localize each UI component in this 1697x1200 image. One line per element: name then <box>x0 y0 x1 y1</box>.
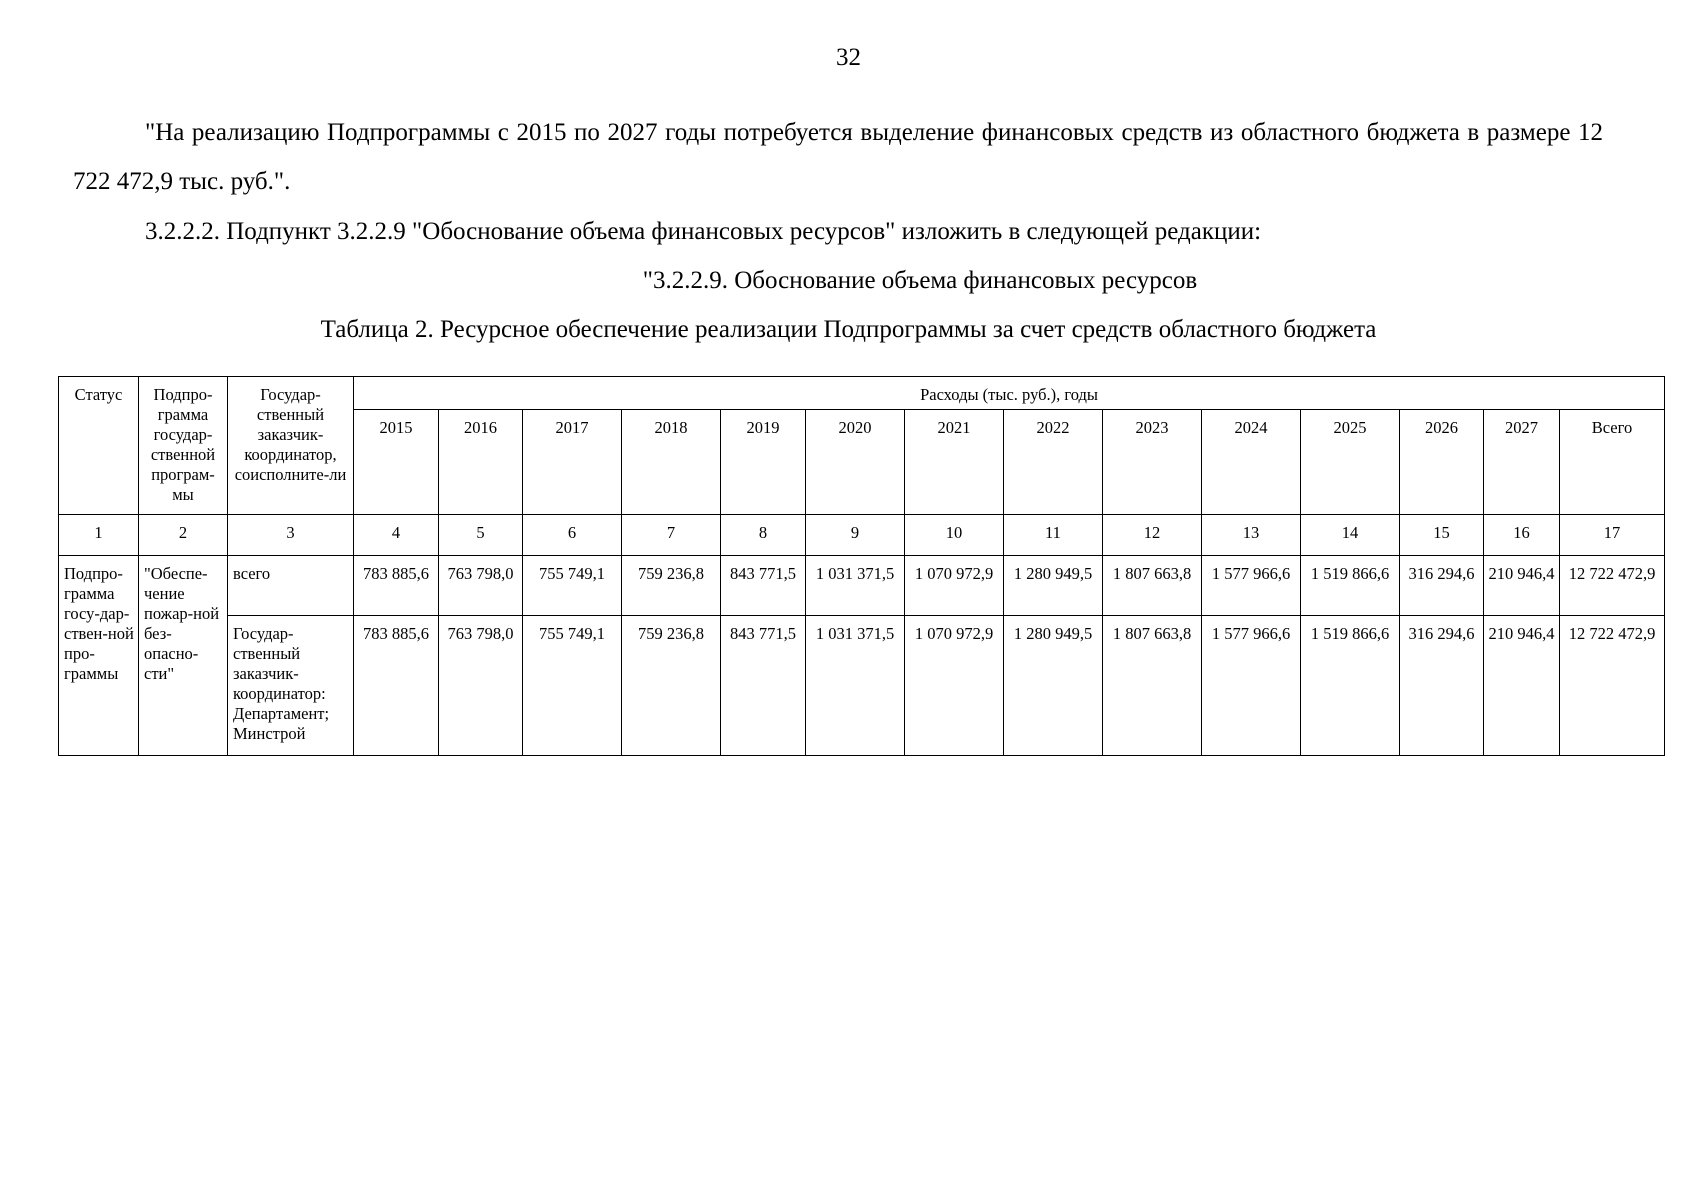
table-caption: Таблица 2. Ресурсное обеспечение реализации Подпрограммы за счет средств областного бюджета <box>320 316 1377 343</box>
value-cell: 1 280 949,5 <box>1004 556 1103 616</box>
value-cell: 843 771,5 <box>721 556 806 616</box>
value-cell: 1 070 972,9 <box>905 556 1004 616</box>
table-row <box>59 616 1665 756</box>
total-cell: 12 722 472,9 <box>1560 556 1665 616</box>
paragraph-amendment: 3.2.2.2. Подпункт 3.2.2.9 "Обоснование объема финансовых ресурсов" изложить в следующей редакции: <box>145 218 1262 245</box>
header-year: 2015 <box>354 410 439 515</box>
header-year: 2026 <box>1400 410 1484 515</box>
column-number-row <box>59 515 1665 556</box>
column-number: 11 <box>1004 515 1103 556</box>
value-cell: 783 885,6 <box>354 616 439 756</box>
resource-table <box>58 376 1665 756</box>
column-number: 1 <box>59 515 139 556</box>
value-cell: 759 236,8 <box>622 616 721 756</box>
value-cell: 759 236,8 <box>622 556 721 616</box>
header-customer: Государ-ственный заказчик-координатор, соисполните-ли <box>228 377 354 515</box>
value-cell: 316 294,6 <box>1400 556 1484 616</box>
value-cell: 1 807 663,8 <box>1103 616 1202 756</box>
value-cell: 1 519 866,6 <box>1301 616 1400 756</box>
value-cell: 1 519 866,6 <box>1301 556 1400 616</box>
header-year: 2027 <box>1484 410 1560 515</box>
value-cell: 763 798,0 <box>439 556 523 616</box>
value-cell: 1 070 972,9 <box>905 616 1004 756</box>
header-year: 2021 <box>905 410 1004 515</box>
header-status: Статус <box>59 377 139 515</box>
column-number: 10 <box>905 515 1004 556</box>
column-number: 14 <box>1301 515 1400 556</box>
row-label: Государ-ственный заказчик-координатор: Департамент; Минстрой <box>228 616 354 756</box>
status-cell: Подпро-грамма госу-дар-ствен-ной про-граммы <box>59 556 139 756</box>
header-subprogram: Подпро-грамма государ-ственной програм-мы <box>139 377 228 515</box>
header-year: 2024 <box>1202 410 1301 515</box>
value-cell: 1 031 371,5 <box>806 616 905 756</box>
header-total: Всего <box>1560 410 1665 515</box>
column-number: 5 <box>439 515 523 556</box>
header-year: 2022 <box>1004 410 1103 515</box>
section-subheading: "3.2.2.9. Обоснование объема финансовых ресурсов <box>642 267 1198 294</box>
header-year: 2017 <box>523 410 622 515</box>
paragraph-financing: "На реализацию Подпрограммы с 2015 по 2027 годы потребуется выделение финансовых средств из областного бюджета в размере 12 722 472,9 тыс. руб.". <box>73 119 1603 195</box>
value-cell: 210 946,4 <box>1484 616 1560 756</box>
column-number: 9 <box>806 515 905 556</box>
value-cell: 755 749,1 <box>523 616 622 756</box>
header-year: 2019 <box>721 410 806 515</box>
header-year: 2016 <box>439 410 523 515</box>
table-row <box>59 556 1665 616</box>
value-cell: 763 798,0 <box>439 616 523 756</box>
value-cell: 843 771,5 <box>721 616 806 756</box>
value-cell: 210 946,4 <box>1484 556 1560 616</box>
page-number: 32 <box>836 44 861 71</box>
header-year: 2023 <box>1103 410 1202 515</box>
column-number: 6 <box>523 515 622 556</box>
total-cell: 12 722 472,9 <box>1560 616 1665 756</box>
column-number: 16 <box>1484 515 1560 556</box>
header-expenses: Расходы (тыс. руб.), годы <box>354 377 1665 410</box>
header-year: 2018 <box>622 410 721 515</box>
value-cell: 316 294,6 <box>1400 616 1484 756</box>
column-number: 13 <box>1202 515 1301 556</box>
column-number: 3 <box>228 515 354 556</box>
column-number: 17 <box>1560 515 1665 556</box>
header-year: 2025 <box>1301 410 1400 515</box>
value-cell: 1 031 371,5 <box>806 556 905 616</box>
header-year: 2020 <box>806 410 905 515</box>
column-number: 15 <box>1400 515 1484 556</box>
subprogram-cell: "Обеспе-чение пожар-ной без-опасно-сти" <box>139 556 228 756</box>
value-cell: 755 749,1 <box>523 556 622 616</box>
header-row <box>59 377 1665 410</box>
value-cell: 783 885,6 <box>354 556 439 616</box>
row-label: всего <box>228 556 354 616</box>
column-number: 7 <box>622 515 721 556</box>
column-number: 4 <box>354 515 439 556</box>
column-number: 2 <box>139 515 228 556</box>
column-number: 8 <box>721 515 806 556</box>
value-cell: 1 807 663,8 <box>1103 556 1202 616</box>
value-cell: 1 577 966,6 <box>1202 556 1301 616</box>
column-number: 12 <box>1103 515 1202 556</box>
value-cell: 1 280 949,5 <box>1004 616 1103 756</box>
value-cell: 1 577 966,6 <box>1202 616 1301 756</box>
